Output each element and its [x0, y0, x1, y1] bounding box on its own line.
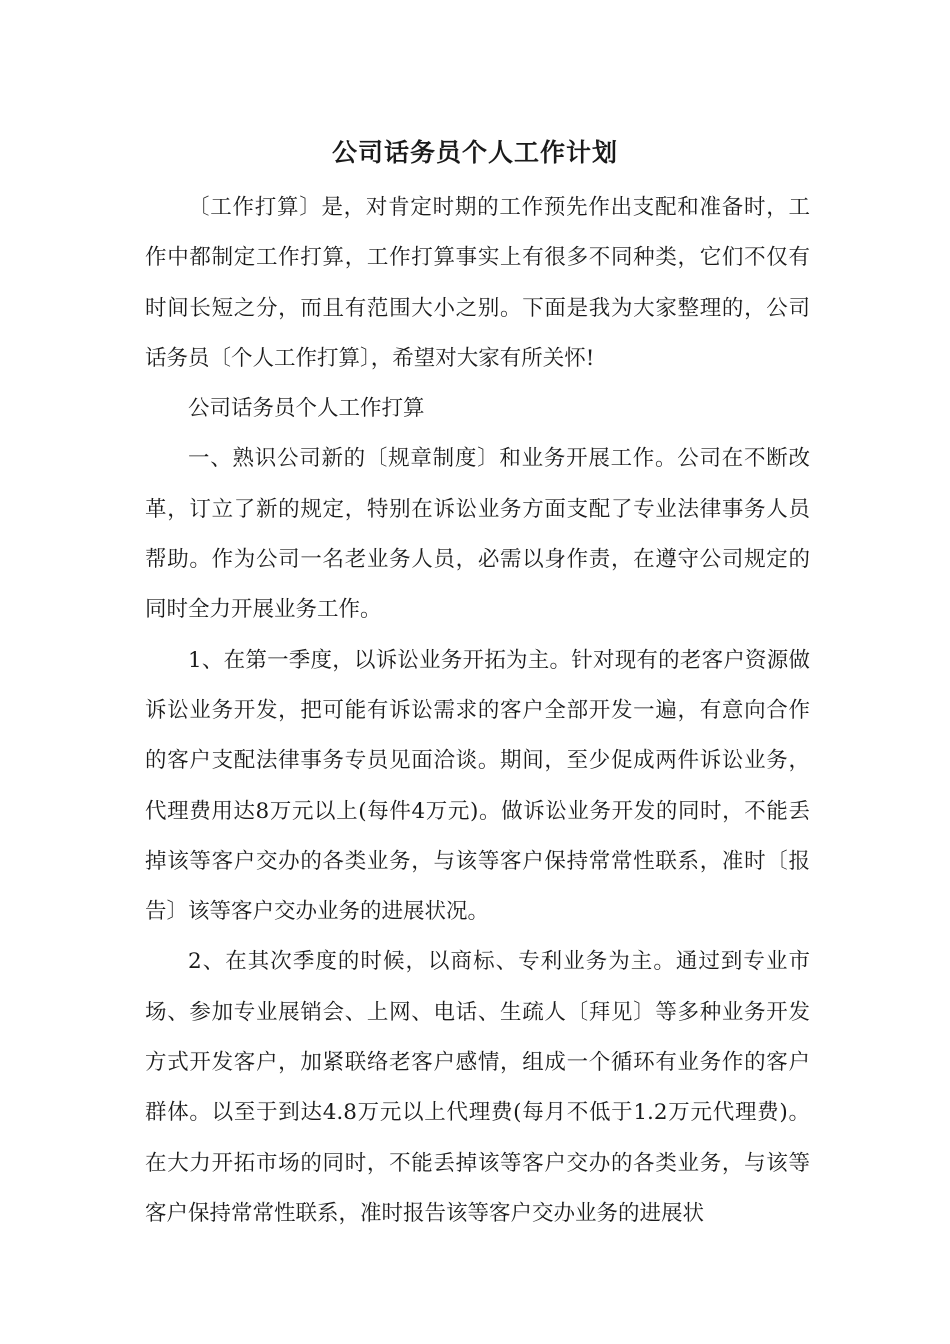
- document-body: [145, 183, 810, 1239]
- document-title: 公司话务员个人工作计划: [331, 138, 618, 167]
- paragraph-item-two: 2、在其次季度的时候，以商标、专利业务为主。通过到专业市场、参加专业展销会、上网、电话、生疏人〔拜见〕等多种业务开发方式开发客户，加紧联络老客户感情，组成一个循环有业务作的客户群体。以至于到达4.8万元以上代理费(每月不低于1.2万元代理费)。在大力开拓市场的同时，不能丢掉该等客户交办的各类业务，与该等客户保持常常性联系，准时报告该等客户交办业务的进展状: [145, 949, 810, 1226]
- paragraph-intro: 〔工作打算〕是，对肯定时期的工作预先作出支配和准备时，工作中都制定工作打算，工作打算事实上有很多不同种类，它们不仅有时间长短之分，而且有范围大小之别。下面是我为大家整理的，公司话务员〔个人工作打算〕，希望对大家有所关怀!: [145, 195, 810, 371]
- paragraph-section-one: 一、熟识公司新的〔规章制度〕和业务开展工作。公司在不断改革，订立了新的规定，特别在诉讼业务方面支配了专业法律事务人员帮助。作为公司一名老业务人员，必需以身作责，在遵守公司规定的同时全力开展业务工作。: [145, 446, 810, 623]
- paragraph-subheading: 公司话务员个人工作打算: [188, 396, 425, 422]
- paragraph-item-one: 1、在第一季度，以诉讼业务开拓为主。针对现有的老客户资源做诉讼业务开发，把可能有诉讼需求的客户全部开发一遍，有意向合作的客户支配法律事务专员见面洽谈。期间，至少促成两件诉讼业务，代理费用达8万元以上(每件4万元)。做诉讼业务开发的同时，不能丢掉该等客户交办的各类业务，与该等客户保持常常性联系，准时〔报告〕该等客户交办业务的进展状况。: [145, 647, 810, 925]
